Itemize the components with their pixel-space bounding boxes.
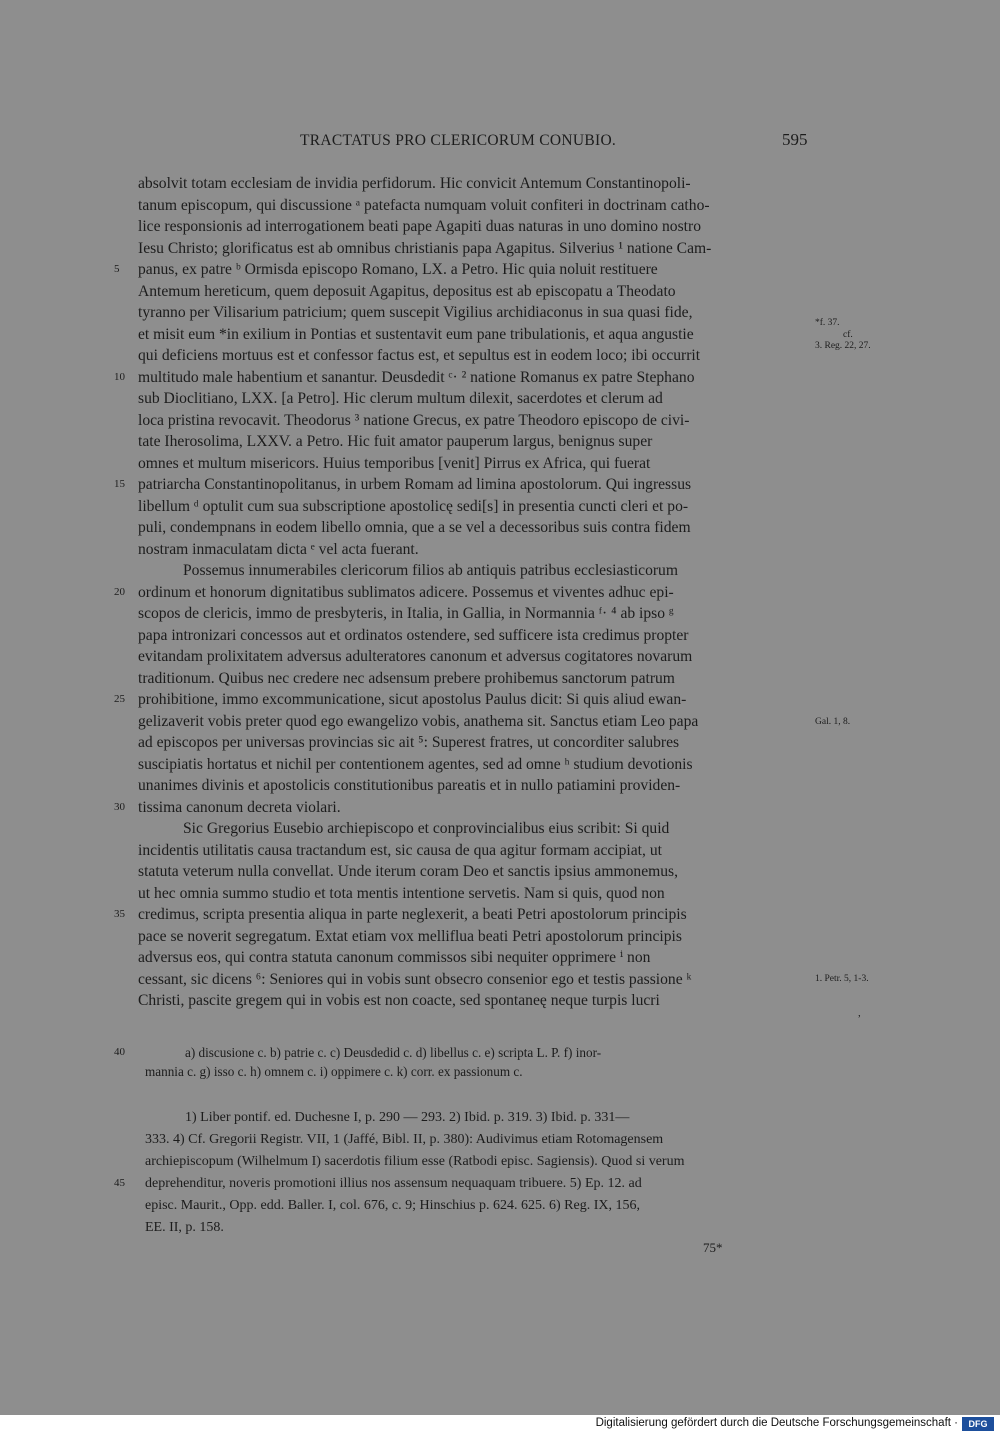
text-line: tanum episcopum, qui discussione ᵃ patefacta numquam voluit confiteri in doctrinam catho- bbox=[138, 196, 710, 214]
text-line: multitudo male habentium et sanantur. Deusdedit ᶜ· ² natione Romanus ex patre Stephano bbox=[138, 368, 695, 386]
page-number: 595 bbox=[782, 130, 808, 149]
line-number: 5 bbox=[114, 263, 120, 275]
footnote-line: 333. 4) Cf. Gregorii Registr. VII, 1 (Jaffé, Bibl. II, p. 380): Audivimus etiam Rotomagensem bbox=[145, 1132, 664, 1147]
text-line: prohibitione, immo excommunicatione, sicut apostolus Paulus dicit: Si quis aliud ewan- bbox=[138, 691, 687, 708]
footnote-line: deprehenditur, noveris promotioni illius nos assensum nequaquam tribuere. 5) Ep. 12. ad bbox=[145, 1176, 642, 1191]
footnote-line: archiepiscopum (Wilhelmum I) sacerdotis filium esse (Ratbodi episc. Sagiensis). Quod si verum bbox=[145, 1154, 685, 1169]
text-line: nostram inmaculatam dicta ᵉ vel acta fuerant. bbox=[138, 540, 419, 558]
text-line: papa intronizari concessos aut et ordinatos ostendere, sed sufficere ista credimus propter bbox=[138, 626, 689, 644]
line-number: 35 bbox=[114, 908, 125, 920]
text-line: Iesu Christo; glorificatus est ab omnibus christianis papa Agapitus. Silverius ¹ natione Cam- bbox=[138, 239, 712, 257]
text-line: ad episcopos per universas provincias sic ait ⁵: Superest fratres, ut concorditer salubres bbox=[138, 734, 680, 751]
text-line: et misit eum *in exilium in Pontias et sustentavit eum pane tribulationis, et aqua angustie bbox=[138, 325, 694, 343]
line-number: 40 bbox=[114, 1046, 125, 1058]
running-title: TRACTATUS PRO CLERICORUM CONUBIO. bbox=[300, 132, 617, 149]
text-line: traditionum. Quibus nec credere nec adsensum prebere prohibemus sanctorum patrum bbox=[138, 669, 675, 687]
text-line: tyranno per Vilisarium patricium; quem suscepit Vigilius archidiaconus in sua quasi fide, bbox=[138, 304, 693, 321]
margin-reference: 1. Petr. 5, 1-3. bbox=[815, 974, 869, 984]
line-number: 30 bbox=[114, 800, 125, 813]
line-number: 45 bbox=[114, 1177, 125, 1189]
text-line: unanimes divinis et apostolicis constitutionibus pareatis et in nullo patiamini providen- bbox=[138, 777, 681, 794]
footnote-line: episc. Maurit., Opp. edd. Baller. I, col. 676, c. 9; Hinschius p. 624. 625. 6) Reg. IX, 156, bbox=[145, 1198, 640, 1213]
text-line: cessant, sic dicens ⁶: Seniores qui in vobis sunt obsecro consenior ego et testis passione ᵏ bbox=[138, 970, 692, 988]
text-line: omnes et multum misericors. Huius temporibus [venit] Pirrus ex Africa, qui fuerat bbox=[138, 454, 651, 472]
footnote-line: EE. II, p. 158. bbox=[145, 1220, 224, 1235]
text-line: sub Dioclitiano, LXX. [a Petro]. Hic clerum multum dilexit, sacerdotes et clerum ad bbox=[138, 390, 663, 407]
dfg-logo: DFG bbox=[962, 1417, 994, 1431]
text-line: suscipiatis hortatus et nichil per contentionem agentes, sed ad omne ʰ studium devotionis bbox=[138, 755, 693, 773]
margin-reference: cf. bbox=[843, 330, 853, 340]
text-line: evitandam prolixitatem adversus adulteratores canonum et adversus cogitatores novarum bbox=[138, 648, 693, 665]
footnote-line: 1) Liber pontif. ed. Duchesne I, p. 290 — 293. 2) Ibid. p. 319. 3) Ibid. p. 331— bbox=[185, 1110, 630, 1125]
text-line: libellum ᵈ optulit cum sua subscriptione apostolicę sedi[s] in presentia cuncti cleri et po- bbox=[138, 497, 689, 515]
text-line: ut hec omnia summo studio et tota mentis intentione servetis. Nam si quis, quod non bbox=[138, 884, 665, 902]
text-line: puli, condempnans in eodem libello omnia, que a se vel a decessoribus suis contra fidem bbox=[138, 519, 691, 536]
text-line: statuta veterum nulla convellat. Unde iterum coram Deo et sanctis ipsius ammonemus, bbox=[138, 863, 679, 880]
text-line: loca pristina revocavit. Theodorus ³ natione Grecus, ex patre Theodoro episcopo de civi- bbox=[138, 411, 690, 429]
text-line: absolvit totam ecclesiam de invidia perfidorum. Hic convicit Antemum Constantinopoli- bbox=[138, 175, 691, 192]
line-number: 15 bbox=[114, 478, 125, 490]
text-line: scopos de clericis, immo de presbyteris, in Italia, in Gallia, in Normannia ᶠ· ⁴ ab ipso ᵍ bbox=[138, 605, 674, 622]
funding-credit: Digitalisierung gefördert durch die Deutsche Forschungsgemeinschaft · bbox=[595, 1417, 958, 1429]
margin-folio-note: *f. 37. bbox=[815, 318, 840, 328]
signature-mark: 75* bbox=[703, 1240, 723, 1255]
text-line: lice responsionis ad interrogationem beati pape Agapiti duas naturas in uno domino nostro bbox=[138, 218, 701, 235]
text-line: patriarcha Constantinopolitanus, in urbem Romam ad limina apostolorum. Qui ingressus bbox=[138, 476, 692, 493]
text-line: Christi, pascite gregem qui in vobis est non coacte, sed spontaneę neque turpis lucri bbox=[138, 992, 660, 1009]
text-line: gelizaverit vobis preter quod ego ewangelizo vobis, anathema sit. Sanctus etiam Leo papa bbox=[138, 712, 699, 730]
text-line: pace se noverit segregatum. Extat etiam vox melliflua beati Petri apostolorum principis bbox=[138, 927, 682, 945]
line-number: 20 bbox=[114, 585, 125, 598]
text-line: panus, ex patre ᵇ Ormisda episcopo Romano, LX. a Petro. Hic quia noluit restituere bbox=[138, 261, 658, 278]
text-line: credimus, scripta presentia aliqua in parte neglexerit, a beati Petri apostolorum principis bbox=[138, 906, 687, 923]
paragraph-first-line: Possemus innumerabiles clericorum filios ab antiquis patribus ecclesiasticorum bbox=[183, 562, 678, 579]
text-line: adversus eos, qui contra statuta canonum commissos sibi nequiter opprimere ⁱ non bbox=[138, 949, 651, 966]
margin-reference: Gal. 1, 8. bbox=[815, 717, 851, 727]
text-line: qui deficiens mortuus est et confessor factus est, et sepultus est in eodem loco; ibi occurrit bbox=[138, 347, 701, 364]
text-line: tissima canonum decreta violari. bbox=[138, 798, 341, 816]
line-number: 10 bbox=[114, 370, 125, 383]
text-line: incidentis utilitatis causa tractandum est, sic causa de qua agitur formam accipiat, ut bbox=[138, 841, 662, 859]
text-line: ordinum et honorum dignitatibus sublimatos adicere. Possemus et viventes adhuc epi- bbox=[138, 583, 674, 601]
apparatus-line: a) discusione c. b) patrie c. c) Deusdedid c. d) libellus c. e) scripta L. P. f) inor- bbox=[185, 1045, 602, 1060]
margin-reference: 3. Reg. 22, 27. bbox=[815, 341, 871, 351]
credit-bar bbox=[0, 1415, 1000, 1434]
apparatus-line: mannia c. g) isso c. h) omnem c. i) oppimere c. k) corr. ex passionum c. bbox=[145, 1064, 523, 1079]
margin-mark: , bbox=[858, 1007, 861, 1019]
line-number: 25 bbox=[114, 693, 125, 705]
text-line: tate Iherosolima, LXXV. a Petro. Hic fuit amator pauperum largus, benignus super bbox=[138, 433, 653, 450]
text-line: Antemum hereticum, quem deposuit Agapitus, depositus est ab episcopatu a Theodato bbox=[138, 282, 676, 300]
paragraph-first-line: Sic Gregorius Eusebio archiepiscopo et conprovincialibus eius scribit: Si quid bbox=[183, 820, 670, 837]
